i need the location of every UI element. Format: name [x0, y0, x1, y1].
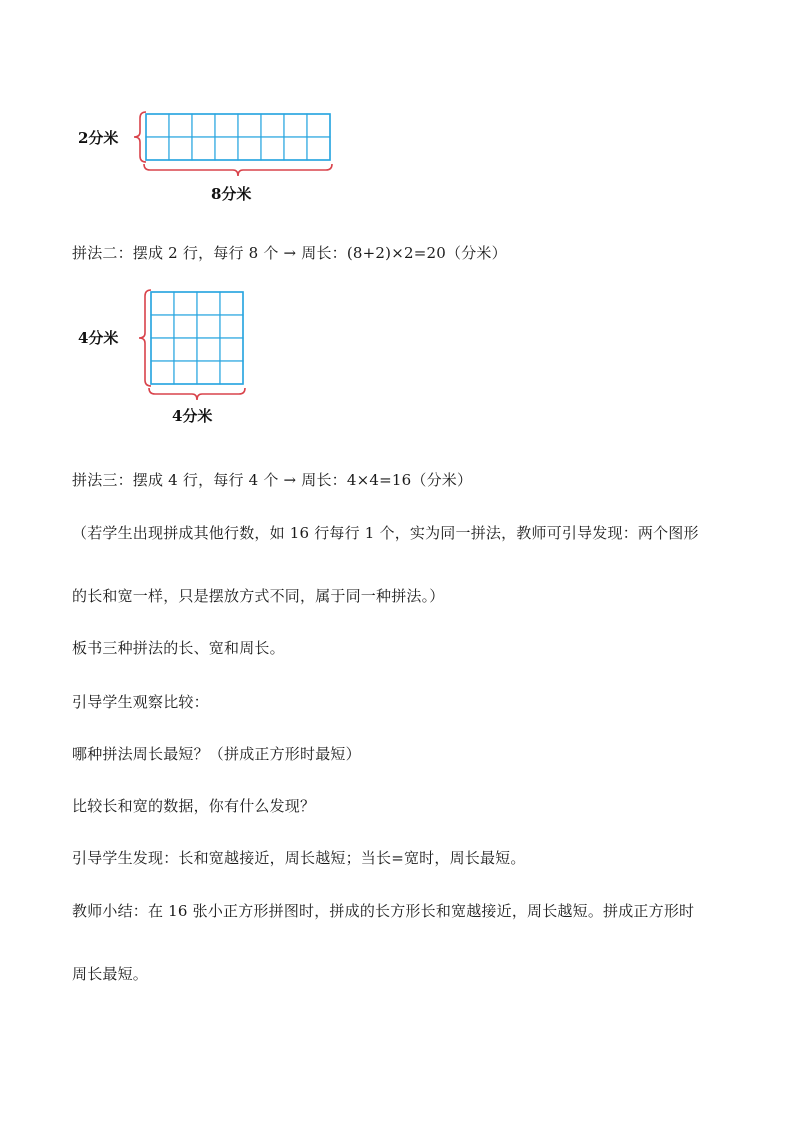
- grid-cell: [197, 292, 220, 315]
- text-line-blackboard: 板书三种拼法的长、宽和周长。: [72, 639, 285, 657]
- grid-cell: [215, 137, 238, 160]
- text-line-guide-compare: 引导学生观察比较：: [72, 693, 209, 711]
- grid-cell: [169, 137, 192, 160]
- grid-cell: [146, 114, 169, 137]
- grid-cell: [192, 114, 215, 137]
- grid-cell: [220, 315, 243, 338]
- grid-cell: [174, 361, 197, 384]
- grid-cell: [220, 292, 243, 315]
- bottom-dimension-label: 4分米: [172, 407, 213, 425]
- grid-figure-4x4: [70, 280, 270, 430]
- left-brace: [139, 290, 151, 386]
- grid-cell: [307, 114, 330, 137]
- grid-cell: [215, 114, 238, 137]
- bottom-brace: [144, 164, 332, 176]
- grid-cell: [151, 338, 174, 361]
- text-line-method-three: 拼法三：摆成 4 行，每行 4 个 → 周长：4×4=16（分米）: [72, 471, 473, 489]
- grid-cell: [197, 361, 220, 384]
- left-brace: [134, 112, 146, 162]
- grid-cell: [151, 292, 174, 315]
- text-line-note-part2: 的长和宽一样，只是摆放方式不同，属于同一种拼法。）: [72, 587, 445, 605]
- bottom-dimension-label: 8分米: [211, 185, 252, 203]
- left-dimension-label: 2分米: [78, 129, 119, 147]
- grid-cell: [284, 137, 307, 160]
- grid-cell: [192, 137, 215, 160]
- grid-figure-2x8: [70, 100, 350, 210]
- grid-cell: [197, 338, 220, 361]
- grid-cell: [169, 114, 192, 137]
- grid-cell: [174, 338, 197, 361]
- grid-cell: [151, 315, 174, 338]
- grid-cell: [220, 338, 243, 361]
- grid-cell: [261, 137, 284, 160]
- grid-cell: [238, 137, 261, 160]
- grid-cells: [146, 114, 330, 160]
- grid-cell: [197, 315, 220, 338]
- grid-cell: [307, 137, 330, 160]
- bottom-brace: [149, 388, 245, 400]
- text-line-question-shortest: 哪种拼法周长最短？（拼成正方形时最短）: [72, 745, 361, 763]
- grid-cell: [261, 114, 284, 137]
- left-dimension-label: 4分米: [78, 329, 119, 347]
- text-line-note-part1: （若学生出现拼成其他行数，如 16 行每行 1 个，实为同一拼法，教师可引导发现：两个图形: [72, 524, 699, 542]
- grid-cell: [174, 292, 197, 315]
- grid-cell: [220, 361, 243, 384]
- grid-cells: [151, 292, 243, 384]
- text-line-summary-part1: 教师小结：在 16 张小正方形拼图时，拼成的长方形长和宽越接近，周长越短。拼成正方形时: [72, 902, 695, 920]
- grid-cell: [174, 315, 197, 338]
- text-line-question-findings: 比较长和宽的数据，你有什么发现？: [72, 797, 316, 815]
- text-line-method-two: 拼法二：摆成 2 行，每行 8 个 → 周长：(8+2)×2=20（分米）: [72, 244, 507, 262]
- grid-cell: [284, 114, 307, 137]
- grid-cell: [238, 114, 261, 137]
- grid-cell: [151, 361, 174, 384]
- grid-cell: [146, 137, 169, 160]
- text-line-summary-part2: 周长最短。: [72, 965, 149, 983]
- text-line-guide-discovery: 引导学生发现：长和宽越接近，周长越短；当长=宽时，周长最短。: [72, 849, 526, 867]
